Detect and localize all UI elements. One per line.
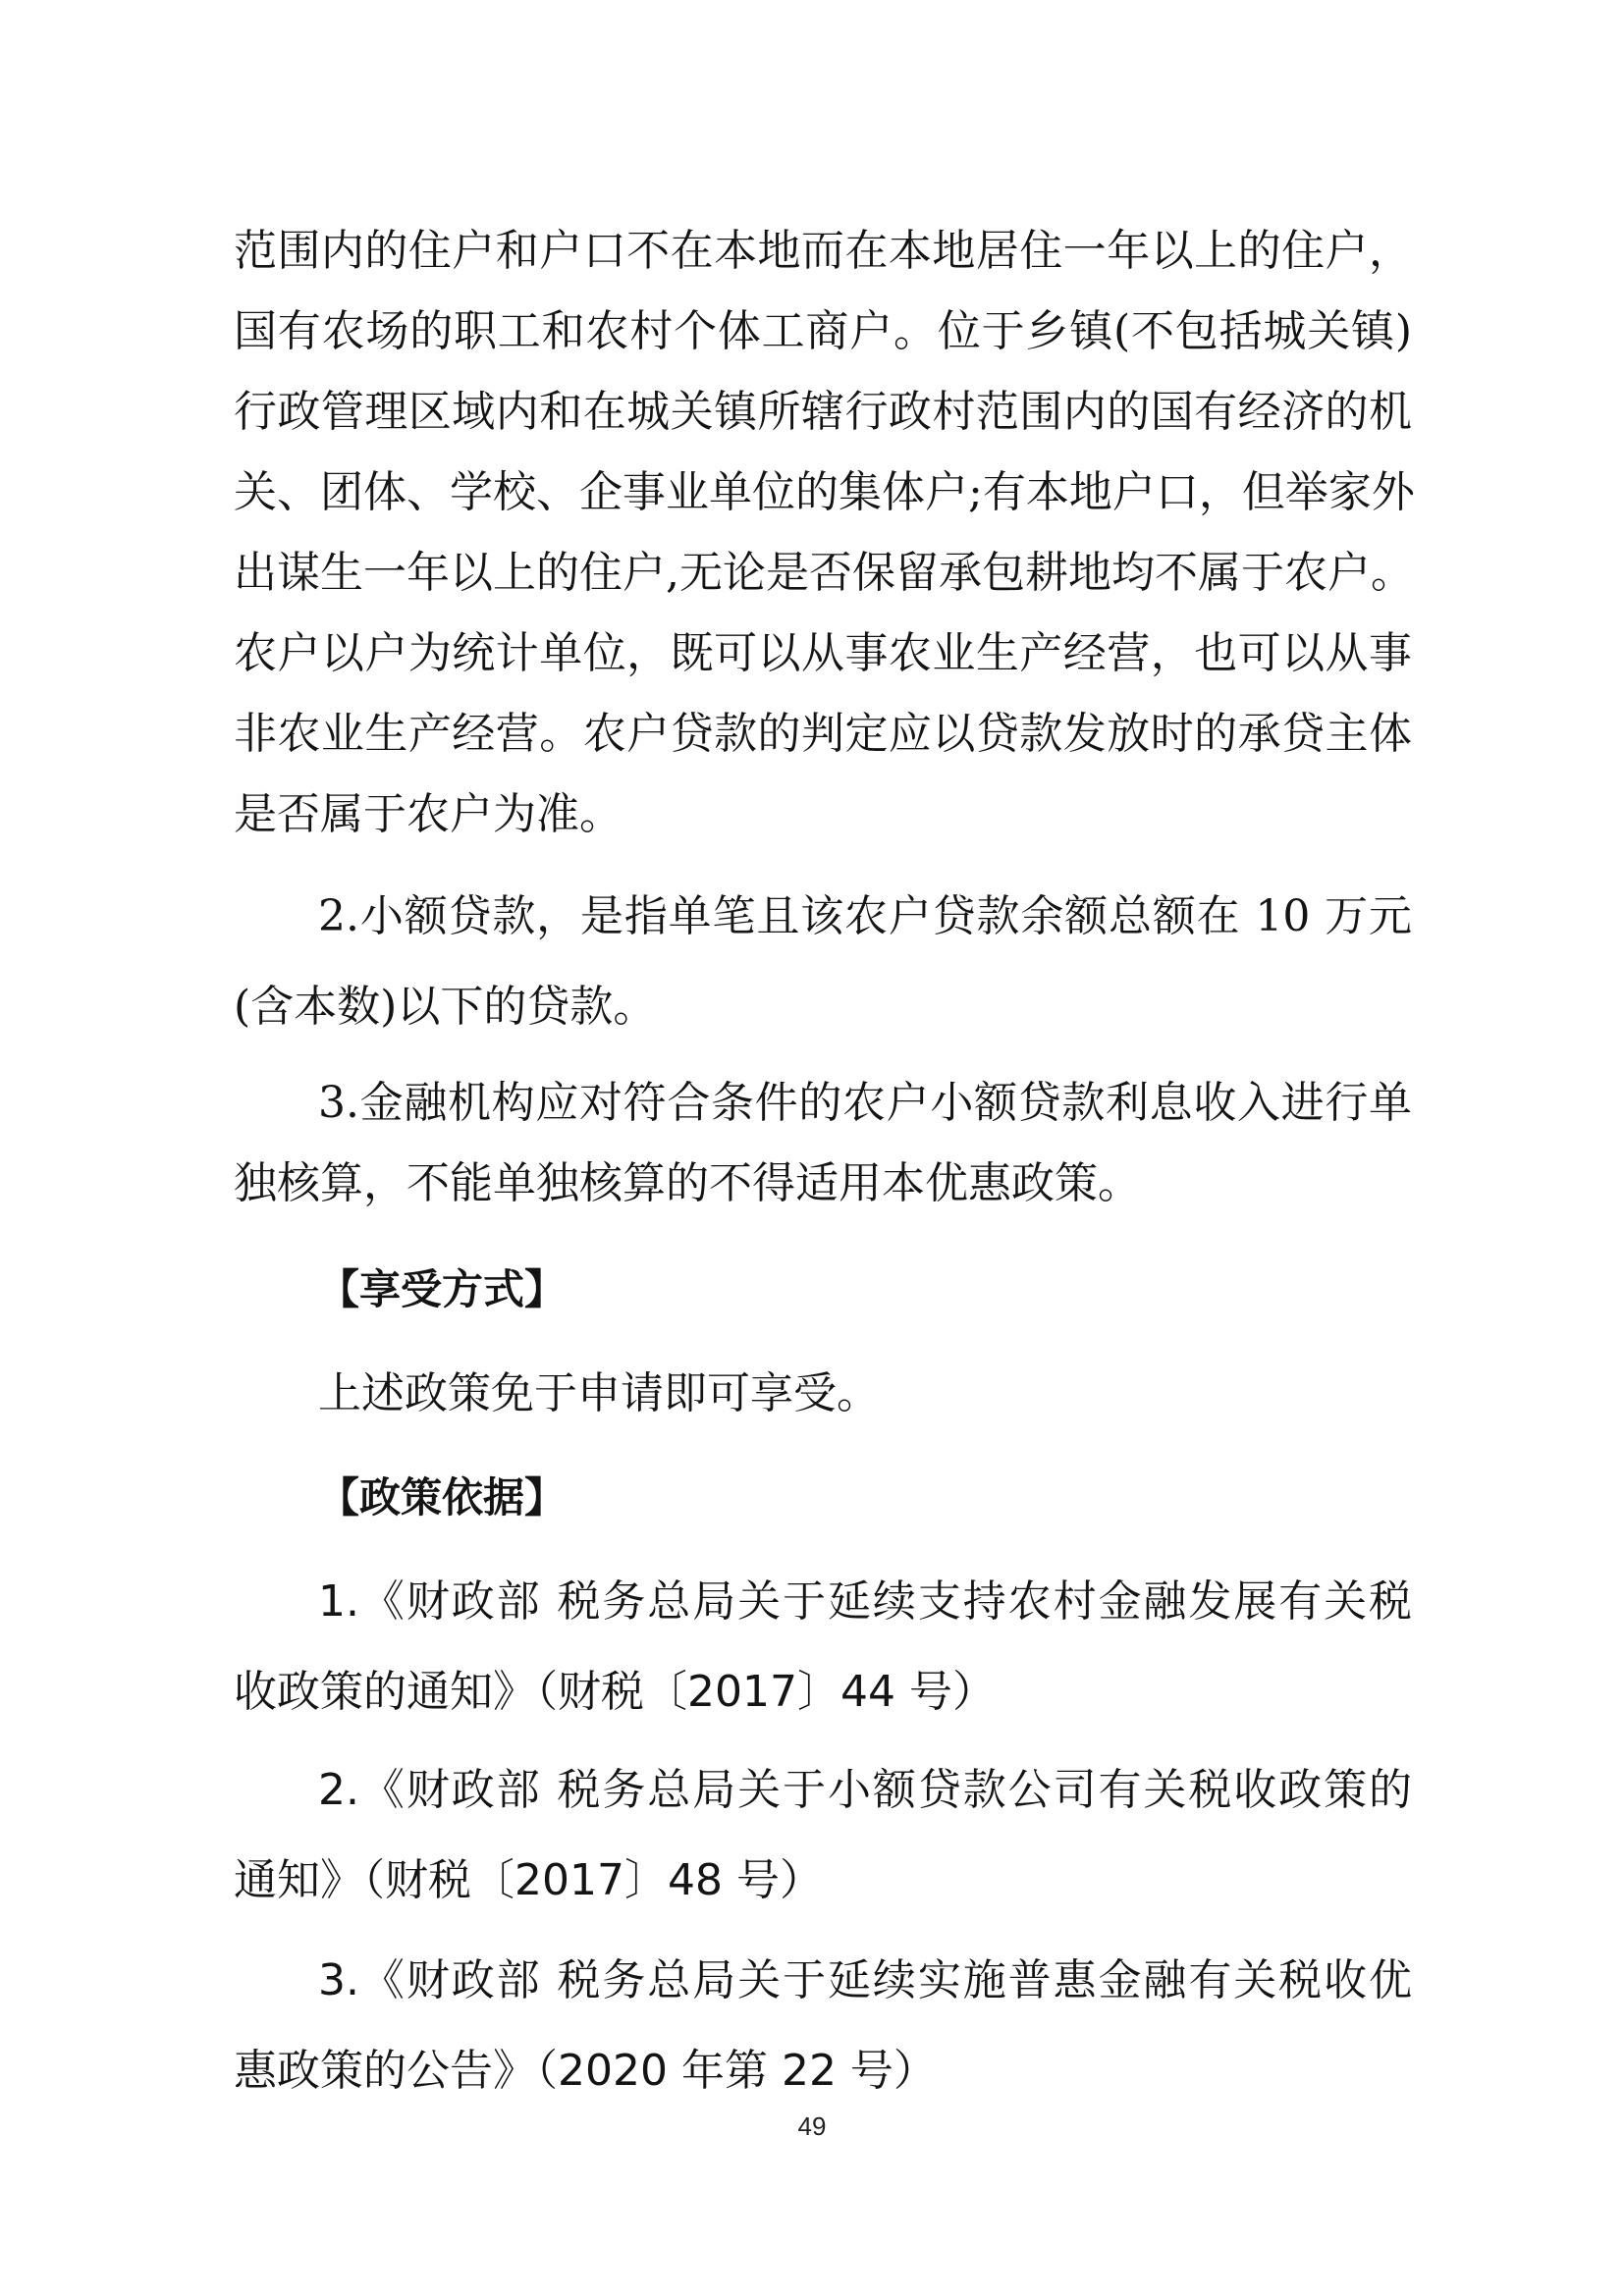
method-text: 上述政策免于申请即可享受。 (318, 1368, 880, 1418)
section-heading-basis: 【政策依据】 (318, 1473, 567, 1522)
policy-basis-item: 收政策的通知》（财税〔2017〕44 号） (234, 1667, 996, 1717)
body-line: (含本数)以下的贷款。 (234, 982, 657, 1032)
policy-basis-item: 2.《财政部 税务总局关于小额贷款公司有关税收政策的 (318, 1765, 1412, 1815)
policy-basis-item: 3.《财政部 税务总局关于延续实施普惠金融有关税收优 (318, 1955, 1412, 2005)
body-line: 关、团体、学校、企事业单位的集体户;有本地户口，但举家外 (234, 467, 1415, 517)
section-heading-method: 【享受方式】 (318, 1265, 567, 1313)
body-line: 3.金融机构应对符合条件的农户小额贷款利息收入进行单 (318, 1078, 1412, 1128)
page-number: 49 (797, 2111, 827, 2141)
body-line: 是否属于农户为准。 (234, 789, 623, 839)
policy-basis-item: 惠政策的公告》（2020 年第 22 号） (234, 2046, 937, 2096)
body-line: 独核算，不能单独核算的不得适用本优惠政策。 (234, 1158, 1141, 1208)
body-line: 农户以户为统计单位，既可以从事农业生产经营，也可以从事 (234, 628, 1412, 678)
body-line: 非农业生产经营。农户贷款的判定应以贷款发放时的承贷主体 (234, 709, 1412, 759)
body-line: 2.小额贷款，是指单笔且该农户贷款余额总额在 10 万元 (318, 891, 1412, 941)
body-line: 范围内的住户和户口不在本地而在本地居住一年以上的住户， (234, 226, 1412, 276)
policy-basis-item: 通知》（财税〔2017〕48 号） (234, 1855, 823, 1905)
body-line: 行政管理区域内和在城关镇所辖行政村范围内的国有经济的机 (234, 387, 1412, 437)
body-line: 国有农场的职工和农村个体工商户。位于乡镇(不包括城关镇) (234, 306, 1412, 356)
body-line: 出谋生一年以上的住户,无论是否保留承包耕地均不属于农户。 (234, 548, 1414, 598)
policy-basis-item: 1.《财政部 税务总局关于延续支持农村金融发展有关税 (318, 1576, 1412, 1627)
